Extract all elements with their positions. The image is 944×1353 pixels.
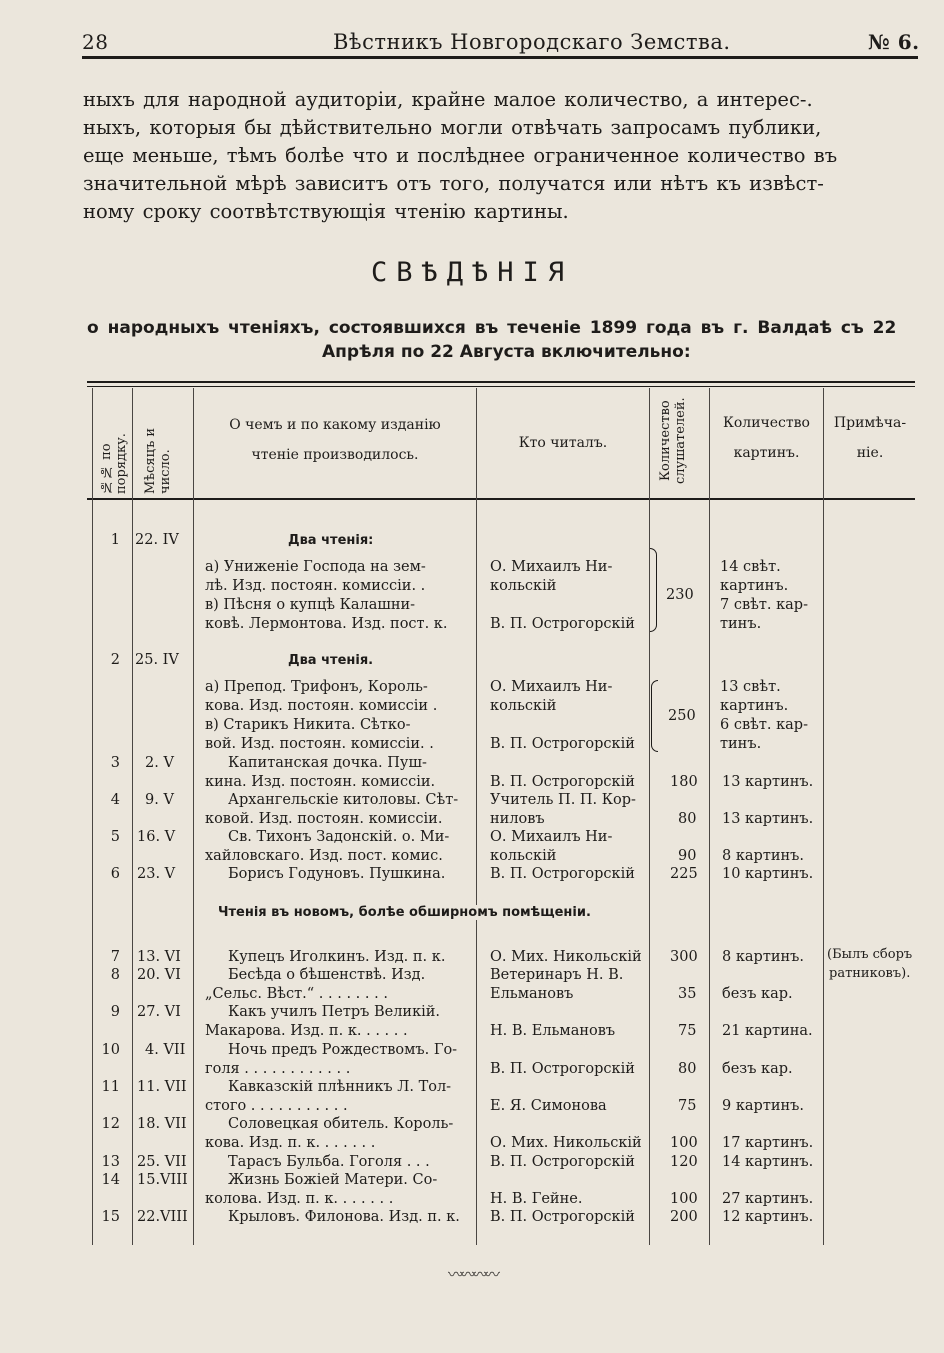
row-who: кольскій [490, 848, 557, 864]
row-notes: ратниковъ). [829, 966, 911, 981]
table-top-rule [87, 386, 915, 387]
row-number: 8 [110, 967, 120, 983]
row-pictures: 14 картинъ. [722, 1154, 814, 1170]
table-top-rule [87, 381, 915, 383]
row-what: хайловскаго. Изд. пост. комис. [205, 848, 443, 864]
grouping-brace [651, 680, 658, 752]
row-what: Крыловъ. Филонова. Изд. п. к. [228, 1209, 460, 1225]
row-listeners: 200 [670, 1209, 698, 1225]
row-date: 2. V [145, 755, 174, 771]
row-pictures: 13 свѣт. [720, 679, 781, 695]
row-pictures: 10 картинъ. [722, 866, 814, 882]
row-who: О. Мих. Никольскій [490, 1135, 642, 1151]
subtitle-line: о народныхъ чтеніяхъ, состоявшихся въ теченіе 1899 года въ г. Валдаѣ съ 22 [87, 318, 897, 338]
paragraph-line: значительной мѣрѣ зависитъ отъ того, получатся или нѣтъ къ извѣст- [83, 172, 824, 195]
row-what: в) Старикъ Никита. Сѣтко- [205, 717, 411, 733]
row-date: 22.VIII [137, 1209, 188, 1225]
row-what: ковѣ. Лермонтова. Изд. пост. к. [205, 616, 448, 632]
row-who: кольскій [490, 698, 557, 714]
row-date: 13. VI [137, 949, 181, 965]
row-listeners: 75 [678, 1098, 697, 1114]
row-listeners: 120 [670, 1154, 698, 1170]
row-what: Бесѣда о бѣшенствѣ. Изд. [228, 967, 426, 983]
grouping-brace [650, 548, 657, 632]
row-pictures: 7 свѣт. кар- [720, 597, 808, 613]
page-number: 28 [82, 30, 109, 54]
header-date: Мѣсяцъ и число. [143, 427, 173, 494]
row-pictures: 17 картинъ. [722, 1135, 814, 1151]
header-what: О чемъ и по какому изданію чтеніе производилось. [229, 417, 441, 463]
row-date: 11. VII [137, 1079, 187, 1095]
row-what: кина. Изд. постоян. комиссіи. [205, 774, 436, 790]
row-listeners: 230 [666, 587, 694, 603]
row-who: О. Мих. Никольскій [490, 949, 642, 965]
row-what: Ночь предъ Рождествомъ. Го- [228, 1042, 458, 1058]
row-what: Макарова. Изд. п. к. . . . . . [205, 1023, 408, 1039]
row-listeners: 80 [678, 811, 697, 827]
row-what: Архангельскіе китоловы. Сѣт- [228, 792, 459, 808]
row-date: 23. V [137, 866, 176, 882]
row-pictures: тинъ. [720, 616, 762, 632]
paragraph-line: ныхъ, которыя бы дѣйствительно могли отвѣчать запросамъ публики, [83, 116, 822, 139]
paragraph-line: еще меньше, тѣмъ болѣе что и послѣднее ограниченное количество въ [83, 144, 838, 167]
row-listeners: 75 [678, 1023, 697, 1039]
row-who: О. Михаилъ Ни- [490, 559, 613, 575]
row-pictures: безъ кар. [722, 986, 793, 1002]
subtitle-line: Апрѣля по 22 Августа включительно: [322, 342, 691, 362]
row-what: Кавказскій плѣнникъ Л. Тол- [228, 1079, 452, 1095]
row-date: 15.VIII [137, 1172, 188, 1188]
row-pictures: тинъ. [720, 736, 762, 752]
row-pictures: 12 картинъ. [722, 1209, 814, 1225]
row-who: ниловъ [490, 811, 545, 827]
row-date: 25. IV [135, 652, 179, 668]
row-pictures: картинъ. [720, 578, 789, 594]
paragraph-line: ному сроку соотвѣтствующія чтенію картины. [83, 200, 569, 223]
row-listeners: 180 [670, 774, 698, 790]
row-who: Е. Я. Симонова [490, 1098, 607, 1114]
header-notes: Примѣча- ніе. [833, 415, 907, 461]
paragraph-line: ныхъ для народной аудиторіи, крайне малое количество, а интерес-. [83, 88, 813, 111]
row-what: Какъ училъ Петръ Великій. [228, 1004, 441, 1020]
column-divider [709, 388, 710, 1245]
row-pictures: 8 картинъ. [722, 848, 805, 864]
row-pictures: 6 свѣт. кар- [720, 717, 808, 733]
header-num: №№ по порядку. [99, 433, 129, 494]
column-divider [132, 388, 133, 1245]
section-heading: Чтенія въ новомъ, болѣе обширномъ помѣщеніи. [218, 905, 595, 920]
row-what: Соловецкая обитель. Король- [228, 1116, 454, 1132]
row-pictures: 13 картинъ. [722, 774, 814, 790]
row-what: а) Униженіе Господа на зем- [205, 559, 426, 575]
row-who: В. П. Острогорскій [490, 774, 635, 790]
row-who: В. П. Острогорскій [490, 1209, 635, 1225]
row-date: 25. VII [137, 1154, 187, 1170]
row-pictures: картинъ. [720, 698, 789, 714]
row-what: лѣ. Изд. постоян. комиссіи. . [205, 578, 426, 594]
row-listeners: 100 [670, 1191, 698, 1207]
row-date: 9. V [145, 792, 174, 808]
row-number: 1 [110, 532, 120, 548]
row-listeners: 100 [670, 1135, 698, 1151]
row-who: О. Михаилъ Ни- [490, 679, 613, 695]
row-what: Борисъ Годуновъ. Пушкина. [228, 866, 446, 882]
row-number: 7 [110, 949, 120, 965]
row-what: Купецъ Иголкинъ. Изд. п. к. [228, 949, 446, 965]
row-what: а) Препод. Трифонъ, Король- [205, 679, 428, 695]
row-number: 10 [101, 1042, 120, 1058]
row-what: кова. Изд. постоян. комиссіи . [205, 698, 438, 714]
row-what: колова. Изд. п. к. . . . . . . [205, 1191, 394, 1207]
header-who: Кто читалъ. [518, 435, 608, 451]
header-listeners: Количество слушателей. [658, 397, 688, 485]
row-who: Учитель П. П. Кор- [490, 792, 636, 808]
row-listeners: 80 [678, 1061, 697, 1077]
row-what: кова. Изд. п. к. . . . . . . [205, 1135, 376, 1151]
row-number: 12 [101, 1116, 120, 1132]
row-what: голя . . . . . . . . . . . . [205, 1061, 351, 1077]
column-divider [649, 388, 650, 1245]
header-pictures: Количество картинъ. [723, 415, 810, 461]
column-divider [476, 388, 477, 1245]
row-number: 2 [110, 652, 120, 668]
row-listeners: 300 [670, 949, 698, 965]
row-heading: Два чтенія: [288, 533, 374, 548]
row-notes: (Былъ сборъ [827, 947, 913, 962]
row-who: кольскій [490, 578, 557, 594]
row-date: 20. VI [137, 967, 181, 983]
row-who: В. П. Острогорскій [490, 736, 635, 752]
row-pictures: 27 картинъ. [722, 1191, 814, 1207]
row-who: В. П. Острогорскій [490, 1154, 635, 1170]
header-bottom-rule [87, 498, 915, 500]
row-number: 5 [110, 829, 120, 845]
row-what: стого . . . . . . . . . . . [205, 1098, 348, 1114]
row-listeners: 35 [678, 986, 697, 1002]
running-title: Вѣстникъ Новгородскаго Земства. [333, 30, 731, 54]
row-pictures: 13 картинъ. [722, 811, 814, 827]
row-what: Св. Тихонъ Задонскій. о. Ми- [228, 829, 450, 845]
row-pictures: 8 картинъ. [722, 949, 805, 965]
row-what: Жизнь Божіей Матери. Со- [228, 1172, 438, 1188]
row-who: Ветеринаръ Н. В. [490, 967, 624, 983]
row-date: 22. IV [135, 532, 179, 548]
row-what: „Сельс. Вѣст.“ . . . . . . . . [205, 986, 388, 1002]
row-listeners: 225 [670, 866, 698, 882]
row-who: В. П. Острогорскій [490, 616, 635, 632]
header-rule [82, 56, 918, 59]
row-who: В. П. Острогорскій [490, 1061, 635, 1077]
row-number: 11 [101, 1079, 120, 1095]
column-divider [193, 388, 194, 1245]
row-pictures: 9 картинъ. [722, 1098, 805, 1114]
row-who: Н. В. Ельмановъ [490, 1023, 616, 1039]
row-number: 4 [110, 792, 120, 808]
row-who: Ельмановъ [490, 986, 574, 1002]
issue-number: № 6. [868, 30, 920, 54]
row-pictures: 21 картина. [722, 1023, 813, 1039]
row-pictures: безъ кар. [722, 1061, 793, 1077]
column-divider [823, 388, 824, 1245]
row-what: в) Пѣсня о купцѣ Калашни- [205, 597, 416, 613]
row-date: 4. VII [145, 1042, 186, 1058]
row-listeners: 90 [678, 848, 697, 864]
row-what: Тарасъ Бульба. Гоголя . . . [228, 1154, 430, 1170]
row-number: 14 [101, 1172, 120, 1188]
row-date: 18. VII [137, 1116, 187, 1132]
row-what: вой. Изд. постоян. комиссіи. . [205, 736, 434, 752]
row-date: 27. VI [137, 1004, 181, 1020]
row-listeners: 250 [668, 708, 696, 724]
row-number: 3 [110, 755, 120, 771]
row-heading: Два чтенія. [288, 653, 374, 668]
row-who: В. П. Острогорскій [490, 866, 635, 882]
row-date: 16. V [137, 829, 176, 845]
row-who: Н. В. Гейне. [490, 1191, 583, 1207]
column-divider [92, 388, 93, 1245]
tail-ornament: 〰〰〰〰 [448, 1265, 497, 1284]
row-number: 13 [101, 1154, 120, 1170]
row-number: 15 [101, 1209, 120, 1225]
row-pictures: 14 свѣт. [720, 559, 781, 575]
row-number: 9 [110, 1004, 120, 1020]
section-title: СВѢДѢНІЯ [370, 257, 574, 288]
row-who: О. Михаилъ Ни- [490, 829, 613, 845]
row-what: ковой. Изд. постоян. комиссіи. [205, 811, 443, 827]
row-number: 6 [110, 866, 120, 882]
row-what: Капитанская дочка. Пуш- [228, 755, 427, 771]
